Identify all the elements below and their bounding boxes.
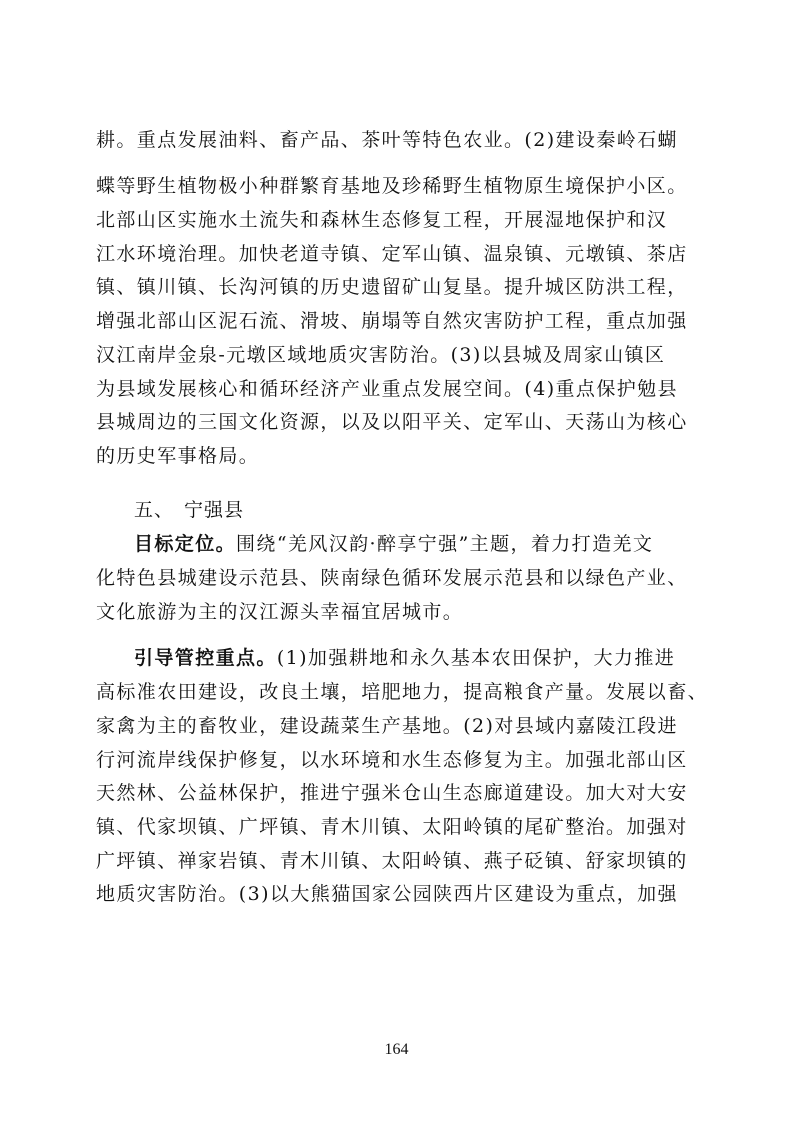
text-line: 为县域发展核心和循环经济产业重点发展空间。(4)重点保护勉县 bbox=[96, 378, 678, 400]
text-line: 江水环境治理。加快老道寺镇、定军山镇、温泉镇、元墩镇、茶店 bbox=[96, 243, 688, 265]
paragraph-first-line bbox=[134, 532, 696, 556]
section-heading bbox=[134, 498, 696, 522]
section-title: 宁强县 bbox=[184, 499, 245, 521]
text-line: 的历史军事格局。 bbox=[96, 445, 260, 467]
text-span: 围绕“羌风汉韵·醉享宁强”主题，着力打造羌文 bbox=[236, 533, 654, 555]
text-line: 镇、代家坝镇、广坪镇、青木川镇、太阳岭镇的尾矿整治。加强对 bbox=[96, 816, 688, 838]
text-line: 镇、镇川镇、长沟河镇的历史遗留矿山复垦。提升城区防洪工程， bbox=[96, 276, 688, 298]
text-line: 天然林、公益林保护，推进宁强米仓山生态廊道建设。加大对大安 bbox=[96, 782, 688, 804]
text-line: 行河流岸线保护修复，以水环境和水生态修复为主。加强北部山区 bbox=[96, 749, 688, 771]
text-line: 县城周边的三国文化资源，以及以阳平关、定军山、天荡山为核心 bbox=[96, 411, 688, 433]
paragraph-label: 目标定位。 bbox=[134, 533, 237, 555]
text-line: 高标准农田建设，改良土壤，培肥地力，提高粮食产量。发展以畜、 bbox=[96, 681, 709, 703]
text-line: 汉江南岸金泉-元墩区域地质灾害防治。(3)以县城及周家山镇区 bbox=[96, 344, 666, 366]
paragraph-label: 引导管控重点。 bbox=[134, 647, 277, 669]
text-line: 北部山区实施水土流失和森林生态修复工程，开展湿地保护和汉 bbox=[96, 209, 668, 231]
section-number: 五、 bbox=[134, 499, 175, 521]
paragraph-first-line bbox=[134, 646, 696, 670]
text-line: 耕。重点发展油料、畜产品、茶叶等特色农业。(2)建设秦岭石蝴 bbox=[96, 129, 678, 151]
page-number: 164 bbox=[384, 1041, 409, 1058]
text-span: (1)加强耕地和永久基本农田保护，大力推进 bbox=[276, 647, 676, 669]
text-line: 文化旅游为主的汉江源头幸福宜居城市。 bbox=[96, 601, 464, 623]
text-line: 家禽为主的畜牧业，建设蔬菜生产基地。(2)对县域内嘉陵江段进 bbox=[96, 715, 678, 737]
text-line: 增强北部山区泥石流、滑坡、崩塌等自然灾害防护工程，重点加强 bbox=[96, 310, 688, 332]
text-line: 化特色县城建设示范县、陕南绿色循环发展示范县和以绿色产业、 bbox=[96, 567, 688, 589]
text-line: 蝶等野生植物极小种群繁育基地及珍稀野生植物原生境保护小区。 bbox=[96, 175, 688, 197]
text-line: 地质灾害防治。(3)以大熊猫国家公园陕西片区建设为重点，加强 bbox=[96, 883, 678, 905]
text-line: 广坪镇、禅家岩镇、青木川镇、太阳岭镇、燕子砭镇、舒家坝镇的 bbox=[96, 850, 688, 872]
